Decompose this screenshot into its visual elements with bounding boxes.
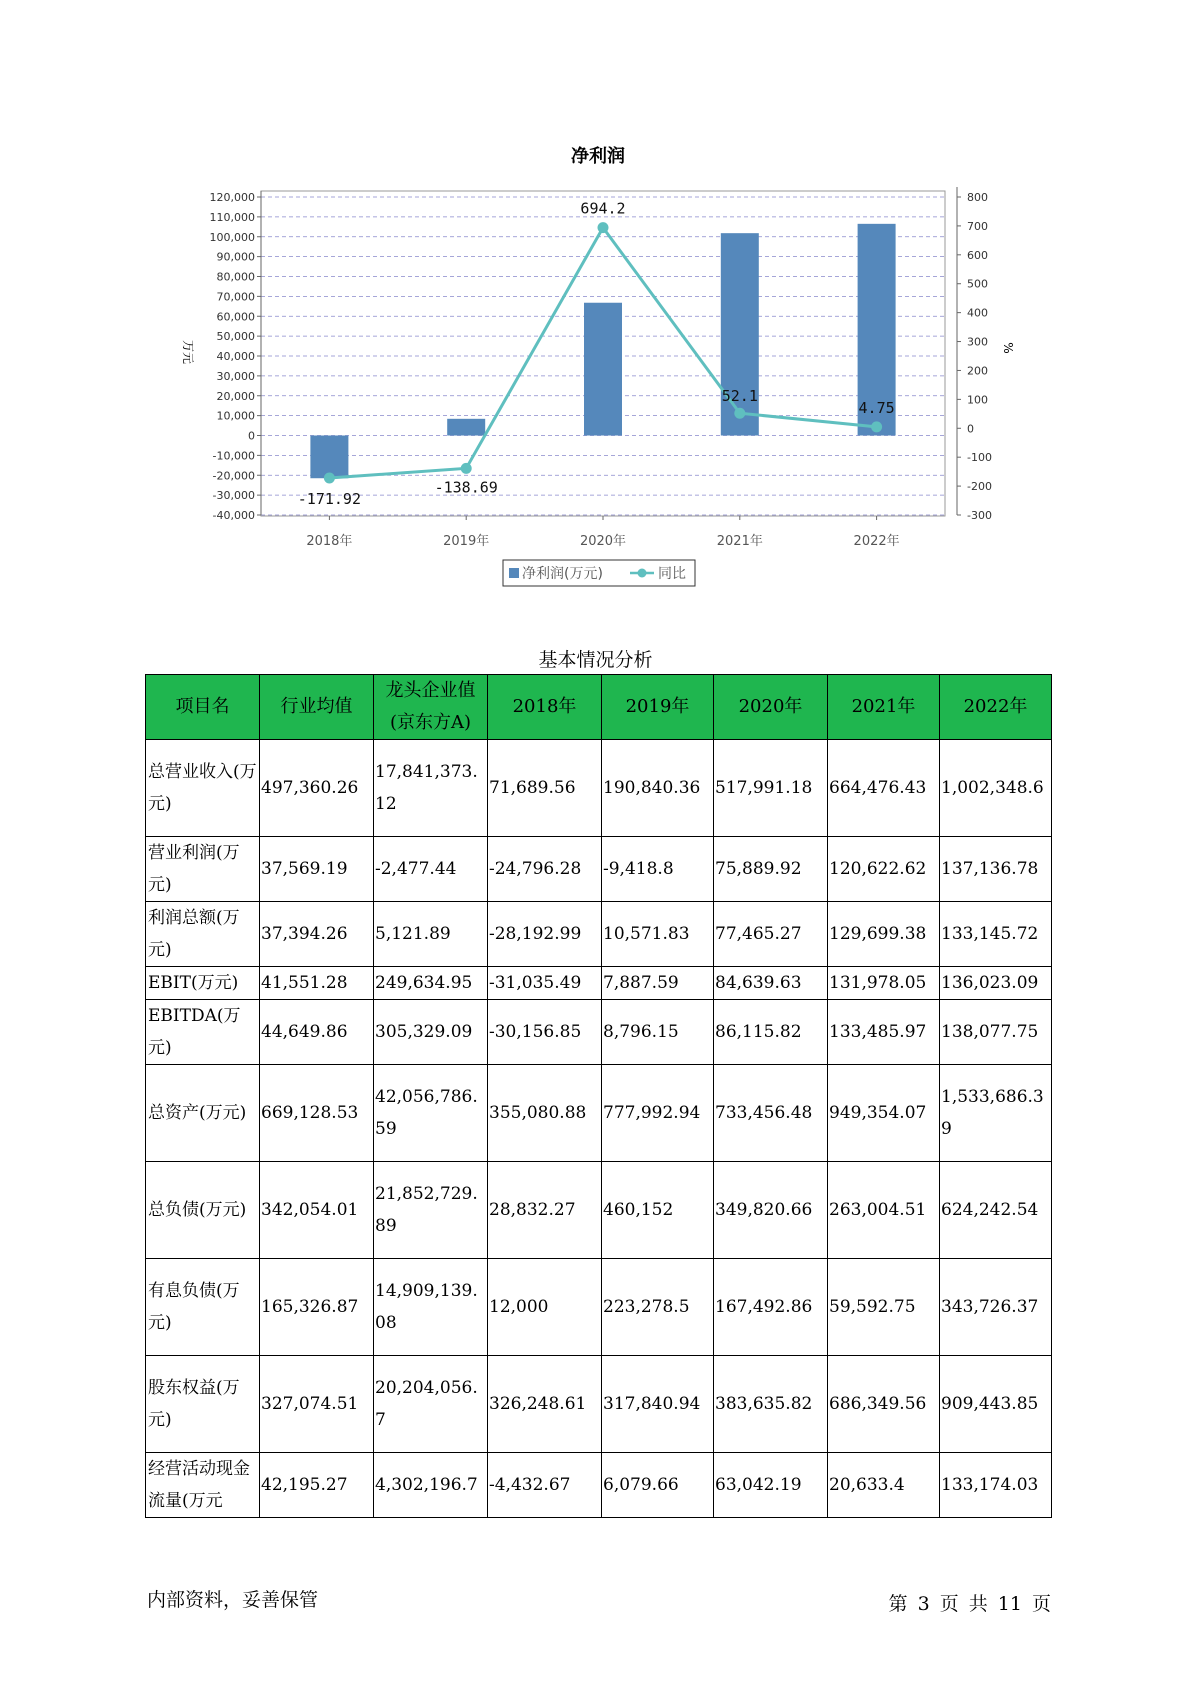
value-cell: 77,465.27 bbox=[714, 902, 828, 967]
y2-tick-label: 100 bbox=[967, 393, 988, 407]
value-cell: 42,195.27 bbox=[260, 1453, 374, 1518]
value-cell: 1,533,686.39 bbox=[940, 1065, 1052, 1162]
yoy-data-label: 4.75 bbox=[858, 398, 895, 417]
footer-confidential: 内部资料，妥善保管 bbox=[147, 1589, 319, 1611]
value-cell: 343,726.37 bbox=[940, 1259, 1052, 1356]
table-row bbox=[146, 1162, 1052, 1259]
value-cell: 263,004.51 bbox=[828, 1162, 940, 1259]
value-cell: -24,796.28 bbox=[488, 837, 602, 902]
value-cell: 14,909,139.08 bbox=[374, 1259, 488, 1356]
table-row bbox=[146, 1000, 1052, 1065]
table-row bbox=[146, 837, 1052, 902]
value-cell: 37,569.19 bbox=[260, 837, 374, 902]
value-cell: 41,551.28 bbox=[260, 967, 374, 1000]
y-tick-label: 70,000 bbox=[216, 290, 255, 304]
table-header-row bbox=[146, 675, 1052, 740]
value-cell: 28,832.27 bbox=[488, 1162, 602, 1259]
y2-tick-label: 200 bbox=[967, 364, 988, 378]
legend-line-label: 同比 bbox=[658, 566, 686, 582]
value-cell: 137,136.78 bbox=[940, 837, 1052, 902]
row-label-cell: EBITDA(万元) bbox=[146, 1000, 260, 1065]
value-cell: -28,192.99 bbox=[488, 902, 602, 967]
y-tick-label: 110,000 bbox=[209, 210, 255, 224]
row-label-cell: 营业利润(万元) bbox=[146, 837, 260, 902]
value-cell: 10,571.83 bbox=[602, 902, 714, 967]
y-tick-label: 30,000 bbox=[216, 369, 255, 383]
row-label-cell: 总资产(万元) bbox=[146, 1065, 260, 1162]
legend-bar-label: 净利润(万元) bbox=[522, 566, 603, 582]
value-cell: 7,887.59 bbox=[602, 967, 714, 1000]
value-cell: 133,174.03 bbox=[940, 1453, 1052, 1518]
y2-tick-label: 600 bbox=[967, 248, 988, 262]
row-label-cell: EBIT(万元) bbox=[146, 967, 260, 1000]
footer-page-number: 第 3 页 共 11 页 bbox=[888, 1593, 1051, 1615]
y-tick-label: -10,000 bbox=[212, 449, 255, 463]
value-cell: 75,889.92 bbox=[714, 837, 828, 902]
yoy-point bbox=[871, 421, 882, 432]
value-cell: 317,840.94 bbox=[602, 1356, 714, 1453]
value-cell: 460,152 bbox=[602, 1162, 714, 1259]
row-label-cell: 有息负债(万元) bbox=[146, 1259, 260, 1356]
value-cell: 190,840.36 bbox=[602, 740, 714, 837]
value-cell: 6,079.66 bbox=[602, 1453, 714, 1518]
value-cell: 133,485.97 bbox=[828, 1000, 940, 1065]
y2-tick-label: 800 bbox=[967, 191, 988, 204]
yoy-point bbox=[734, 408, 745, 419]
value-cell: 42,056,786.59 bbox=[374, 1065, 488, 1162]
value-cell: 949,354.07 bbox=[828, 1065, 940, 1162]
value-cell: 686,349.56 bbox=[828, 1356, 940, 1453]
value-cell: 20,633.4 bbox=[828, 1453, 940, 1518]
value-cell: 37,394.26 bbox=[260, 902, 374, 967]
y-tick-label: 20,000 bbox=[216, 389, 255, 403]
value-cell: 136,023.09 bbox=[940, 967, 1052, 1000]
row-label-cell: 经营活动现金流量(万元 bbox=[146, 1453, 260, 1518]
table-row bbox=[146, 967, 1052, 1000]
value-cell: 12,000 bbox=[488, 1259, 602, 1356]
y2-tick-label: 400 bbox=[967, 306, 988, 320]
table-row bbox=[146, 1453, 1052, 1518]
y2-tick-label: 0 bbox=[967, 422, 974, 436]
value-cell: -30,156.85 bbox=[488, 1000, 602, 1065]
row-label-cell: 总营业收入(万元) bbox=[146, 740, 260, 837]
value-cell: 138,077.75 bbox=[940, 1000, 1052, 1065]
value-cell: 342,054.01 bbox=[260, 1162, 374, 1259]
value-cell: 167,492.86 bbox=[714, 1259, 828, 1356]
row-label-cell: 利润总额(万元) bbox=[146, 902, 260, 967]
y-tick-label: -40,000 bbox=[212, 509, 255, 522]
y-tick-label: 60,000 bbox=[216, 310, 255, 324]
value-cell: 59,592.75 bbox=[828, 1259, 940, 1356]
y-tick-label: 50,000 bbox=[216, 330, 255, 344]
value-cell: 327,074.51 bbox=[260, 1356, 374, 1453]
header-cell: 2022年 bbox=[940, 675, 1052, 740]
value-cell: 383,635.82 bbox=[714, 1356, 828, 1453]
header-cell: 项目名 bbox=[146, 675, 260, 740]
y2-tick-label: 300 bbox=[967, 335, 988, 349]
table-row bbox=[146, 1356, 1052, 1453]
net-profit-chart bbox=[0, 0, 1191, 600]
value-cell: 131,978.05 bbox=[828, 967, 940, 1000]
value-cell: 349,820.66 bbox=[714, 1162, 828, 1259]
x-tick-label: 2020年 bbox=[579, 534, 627, 549]
value-cell: 86,115.82 bbox=[714, 1000, 828, 1065]
table-row bbox=[146, 1065, 1052, 1162]
header-cell: 行业均值 bbox=[260, 675, 374, 740]
value-cell: 17,841,373.12 bbox=[374, 740, 488, 837]
yoy-point bbox=[461, 463, 472, 474]
value-cell: 223,278.5 bbox=[602, 1259, 714, 1356]
legend-line-marker bbox=[638, 569, 647, 578]
yoy-point bbox=[324, 472, 335, 483]
legend bbox=[503, 560, 695, 586]
value-cell: 305,329.09 bbox=[374, 1000, 488, 1065]
right-y-axis bbox=[957, 187, 992, 522]
row-label-cell: 股东权益(万元) bbox=[146, 1356, 260, 1453]
left-y-axis bbox=[210, 191, 262, 522]
yoy-point bbox=[598, 222, 609, 233]
table-body bbox=[146, 740, 1052, 1518]
y-tick-label: 90,000 bbox=[216, 250, 255, 264]
value-cell: -2,477.44 bbox=[374, 837, 488, 902]
yoy-data-label: 694.2 bbox=[580, 199, 626, 218]
yoy-data-label: 52.1 bbox=[721, 387, 758, 406]
header-cell: 2020年 bbox=[714, 675, 828, 740]
value-cell: 497,360.26 bbox=[260, 740, 374, 837]
value-cell: 355,080.88 bbox=[488, 1065, 602, 1162]
y2-tick-label: -100 bbox=[967, 451, 992, 465]
x-tick-label: 2021年 bbox=[716, 534, 763, 549]
value-cell: 5,121.89 bbox=[374, 902, 488, 967]
yoy-data-label: -138.69 bbox=[434, 478, 498, 497]
y-tick-label: -20,000 bbox=[212, 469, 255, 483]
value-cell: 909,443.85 bbox=[940, 1356, 1052, 1453]
value-cell: 63,042.19 bbox=[714, 1453, 828, 1518]
value-cell: 120,622.62 bbox=[828, 837, 940, 902]
value-cell: 664,476.43 bbox=[828, 740, 940, 837]
header-cell: 2018年 bbox=[488, 675, 602, 740]
header-cell: 2021年 bbox=[828, 675, 940, 740]
value-cell: 44,649.86 bbox=[260, 1000, 374, 1065]
value-cell: 733,456.48 bbox=[714, 1065, 828, 1162]
table-row bbox=[146, 740, 1052, 837]
value-cell: 8,796.15 bbox=[602, 1000, 714, 1065]
table-caption: 基本情况分析 bbox=[538, 649, 653, 671]
value-cell: 517,991.18 bbox=[714, 740, 828, 837]
yoy-data-label: -171.92 bbox=[297, 489, 362, 508]
value-cell: 129,699.38 bbox=[828, 902, 940, 967]
x-tick-label: 2022年 bbox=[853, 534, 900, 549]
value-cell: 20,204,056.7 bbox=[374, 1356, 488, 1453]
x-tick-label: 2018年 bbox=[306, 534, 353, 549]
value-cell: 777,992.94 bbox=[602, 1065, 714, 1162]
value-cell: 21,852,729.89 bbox=[374, 1162, 488, 1259]
chart-title: 净利润 bbox=[571, 146, 625, 167]
table-row bbox=[146, 902, 1052, 967]
value-cell: 133,145.72 bbox=[940, 902, 1052, 967]
y-tick-label: 120,000 bbox=[209, 191, 255, 204]
value-cell: 1,002,348.6 bbox=[940, 740, 1052, 837]
header-cell: 龙头企业值(京东方A) bbox=[374, 675, 488, 740]
value-cell: 669,128.53 bbox=[260, 1065, 374, 1162]
value-cell: 4,302,196.7 bbox=[374, 1453, 488, 1518]
y-tick-label: 0 bbox=[248, 429, 255, 443]
legend-bar-swatch bbox=[509, 568, 519, 578]
value-cell: 249,634.95 bbox=[374, 967, 488, 1000]
y-axis-label: 万元 bbox=[181, 339, 195, 365]
value-cell: -9,418.8 bbox=[602, 837, 714, 902]
y-tick-label: 10,000 bbox=[216, 409, 255, 423]
bar-2018年 bbox=[310, 436, 348, 479]
basic-analysis-table bbox=[145, 674, 1052, 1518]
value-cell: -31,035.49 bbox=[488, 967, 602, 1000]
header-cell: 2019年 bbox=[602, 675, 714, 740]
value-cell: 326,248.61 bbox=[488, 1356, 602, 1453]
y-tick-label: 80,000 bbox=[216, 270, 255, 284]
table-row bbox=[146, 1259, 1052, 1356]
bar-2019年 bbox=[447, 419, 485, 436]
value-cell: 165,326.87 bbox=[260, 1259, 374, 1356]
y-tick-label: -30,000 bbox=[212, 489, 255, 503]
y-tick-label: 40,000 bbox=[216, 350, 255, 363]
value-cell: 71,689.56 bbox=[488, 740, 602, 837]
y2-axis-label: % bbox=[1001, 342, 1015, 354]
bar-2020年 bbox=[584, 303, 622, 436]
y2-tick-label: -200 bbox=[967, 480, 992, 494]
y-tick-label: 100,000 bbox=[209, 230, 255, 244]
x-axis bbox=[306, 516, 899, 549]
y2-tick-label: -300 bbox=[967, 509, 992, 522]
value-cell: -4,432.67 bbox=[488, 1453, 602, 1518]
value-cell: 84,639.63 bbox=[714, 967, 828, 1000]
x-tick-label: 2019年 bbox=[443, 534, 490, 549]
y2-tick-label: 700 bbox=[967, 219, 988, 233]
row-label-cell: 总负债(万元) bbox=[146, 1162, 260, 1259]
value-cell: 624,242.54 bbox=[940, 1162, 1052, 1259]
y2-tick-label: 500 bbox=[967, 277, 988, 291]
